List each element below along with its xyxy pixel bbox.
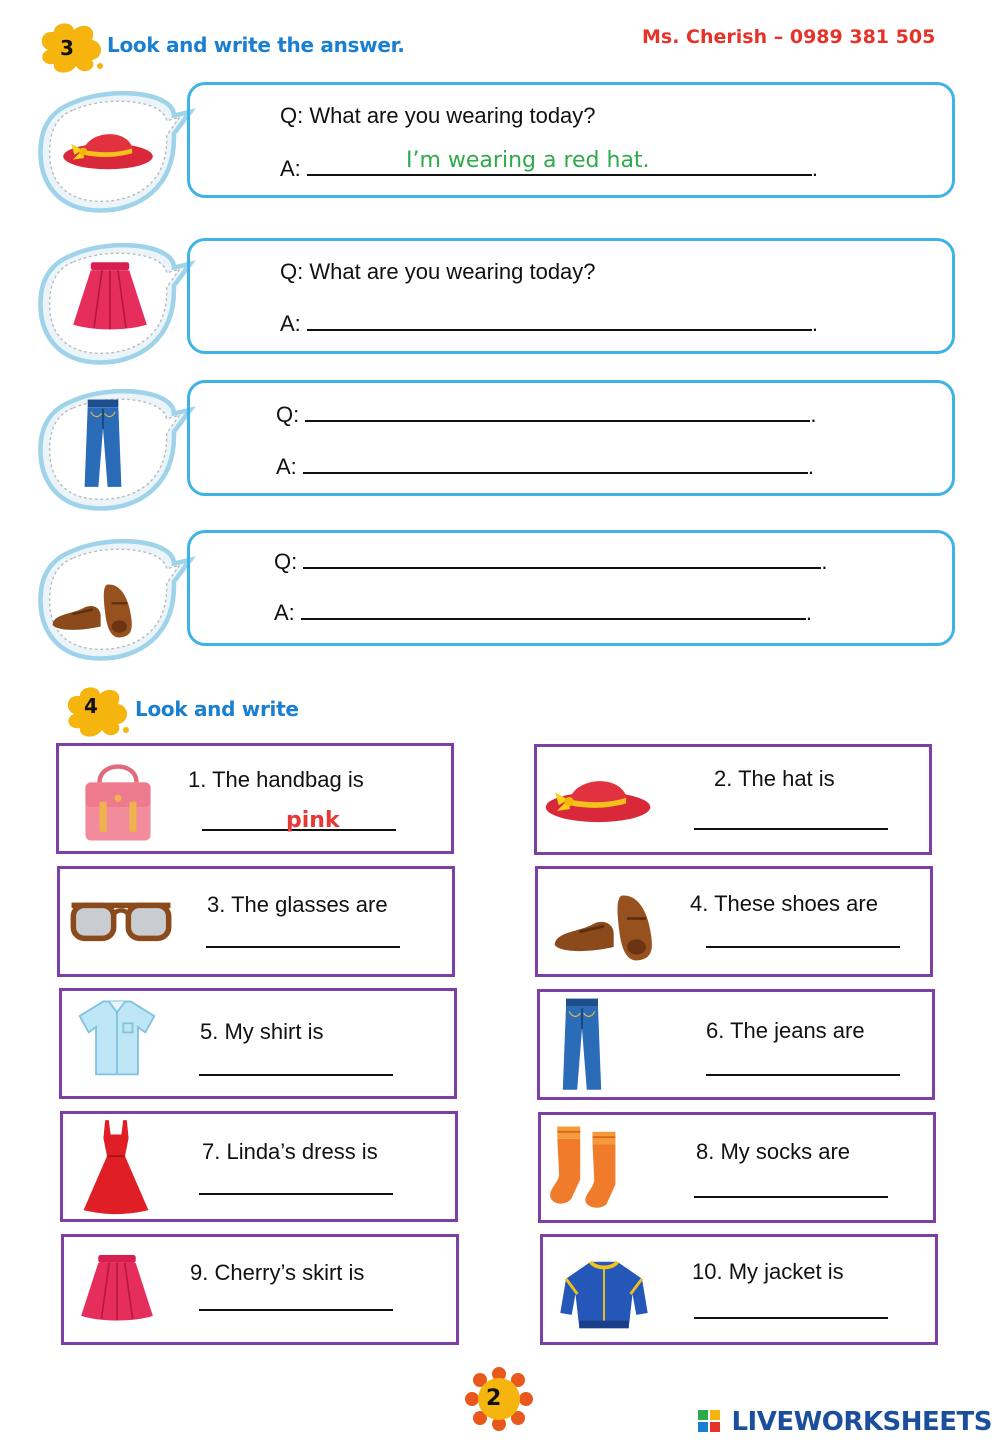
card7-answer-line[interactable] [199, 1193, 393, 1195]
liveworksheets-logo-icon [698, 1410, 720, 1434]
card3-answer-line[interactable] [206, 946, 400, 948]
qa4-answer-line[interactable]: A: . [274, 600, 813, 625]
handbag-icon [78, 756, 158, 844]
card3-text: 3. The glasses are [207, 892, 388, 917]
shirt-icon [74, 996, 160, 1078]
section3-title: Look and write the answer. [107, 33, 405, 57]
glasses-icon [66, 892, 176, 948]
qa3-question-line[interactable]: Q: . [276, 402, 817, 427]
qa1-answer-line[interactable]: A: . [280, 156, 819, 181]
card4-answer-line[interactable] [706, 946, 900, 948]
card1-answer: pink [286, 808, 340, 833]
card8-answer-line[interactable] [694, 1196, 888, 1198]
qa3-answer-line[interactable]: A: . [276, 454, 815, 479]
page-number: 2 [486, 1386, 502, 1411]
card4-text: 4. These shoes are [690, 891, 878, 916]
card9-text: 9. Cherry’s skirt is [190, 1260, 365, 1285]
card2-text: 2. The hat is [714, 766, 835, 791]
section3-number: 3 [60, 36, 74, 60]
jeans-icon [80, 392, 126, 496]
shoes-icon [48, 580, 144, 642]
card5-answer-line[interactable] [199, 1074, 393, 1076]
card8-text: 8. My socks are [696, 1139, 851, 1164]
section4-title: Look and write [135, 697, 299, 721]
card6-text: 6. The jeans are [706, 1018, 865, 1043]
jeans-icon [558, 992, 606, 1098]
skirt-icon [70, 258, 150, 332]
jacket-icon [554, 1256, 654, 1332]
shoes-icon [550, 890, 666, 966]
dress-icon [80, 1114, 152, 1218]
card10-text: 10. My jacket is [692, 1259, 844, 1284]
card1-text: 1. The handbag is [188, 767, 364, 792]
red-hat-icon [542, 762, 654, 828]
qa1-answer-text: I’m wearing a red hat. [406, 148, 650, 173]
teacher-credit: Ms. Cherish – 0989 381 505 [642, 26, 936, 48]
card5-text: 5. My shirt is [200, 1019, 324, 1044]
red-hat-icon [60, 118, 156, 174]
card10-answer-line[interactable] [694, 1317, 888, 1319]
card7-text: 7. Linda’s dress is [202, 1139, 378, 1164]
qa1-question: Q: What are you wearing today? [280, 103, 596, 128]
qa4-question-line[interactable]: Q: . [274, 549, 828, 574]
qa-box-4 [187, 530, 955, 646]
card6-answer-line[interactable] [706, 1074, 900, 1076]
section4-number: 4 [84, 694, 98, 718]
qa2-answer-line[interactable]: A: . [280, 311, 819, 336]
card9-answer-line[interactable] [199, 1309, 393, 1311]
skirt-icon [78, 1250, 156, 1324]
qa2-question: Q: What are you wearing today? [280, 259, 596, 284]
card2-answer-line[interactable] [694, 828, 888, 830]
liveworksheets-brand: LIVEWORKSHEETS [731, 1407, 992, 1437]
socks-icon [545, 1123, 633, 1211]
